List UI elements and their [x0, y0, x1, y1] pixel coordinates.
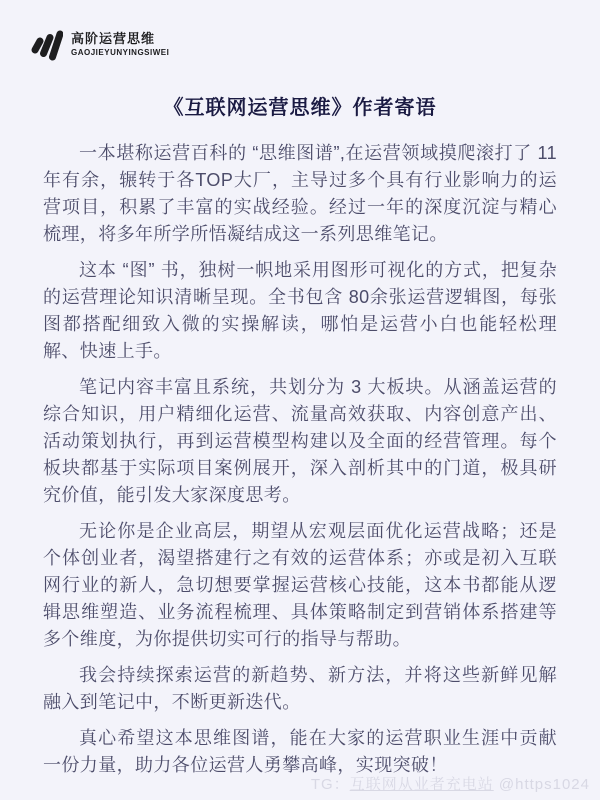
- brand-text: [71, 31, 169, 57]
- brand-pinyin: GAOJIEYUNYINGSIWEI: [71, 48, 170, 57]
- paragraph-5: 我会持续探索运营的新趋势、新方法，并将这些新鲜见解融入到笔记中，不断更新迭代。: [43, 665, 557, 712]
- watermark-footer: [311, 773, 590, 794]
- brand-logo-icon: [29, 26, 63, 62]
- paragraph-4: 无论你是企业高层，期望从宏观层面优化运营战略；还是个体创业者，渴望搭建行之有效的运营体系；亦或是初入互联网行业的新人，急切想要掌握运营核心技能，这本书都能从逻辑思维塑造、业务流程梳理、具体策略制定到营销体系搭建等多个维度，为你提供切实可行的指导与帮助。: [43, 521, 557, 649]
- watermark-prefix: TG：: [310, 776, 350, 793]
- paragraph-2: 这本 “图” 书，独树一帜地采用图形可视化的方式，把复杂的运营理论知识清晰呈现。全书包含 80余张运营逻辑图，每张图都搭配细致入微的实操解读，哪怕是运营小白也能轻松理解、快速上手。: [43, 260, 557, 361]
- page-title: 《互联网运营思维》作者寄语: [163, 97, 437, 119]
- brand-header: [29, 26, 169, 62]
- watermark-handle: @https1024: [493, 776, 590, 793]
- paragraph-3: 笔记内容丰富且系统，共划分为 3 大板块。从涵盖运营的综合知识，用户精细化运营、流量高效获取、内容创意产出、活动策划执行，再到运营模型构建以及全面的经营管理。每个板块都基于实际项目案例展开，深入剖析其中的门道，极具研究价值，能引发大家深度思考。: [43, 377, 557, 505]
- watermark-channel: 互联网从业者充电站: [349, 776, 494, 793]
- brand-name: 高阶运营思维: [71, 31, 156, 46]
- paragraph-6: 真心希望这本思维图谱，能在大家的运营职业生涯中贡献一份力量，助力各位运营人勇攀高峰，实现突破！: [43, 728, 557, 775]
- paragraph-1: 一本堪称运营百科的 “思维图谱”,在运营领域摸爬滚打了 11年有余，辗转于各TOP大厂，主导过多个具有行业影响力的运营项目，积累了丰富的实战经验。经过一年的深度沉淀与精心梳理，将多年所学所悟凝结成这一系列思维笔记。: [43, 143, 557, 244]
